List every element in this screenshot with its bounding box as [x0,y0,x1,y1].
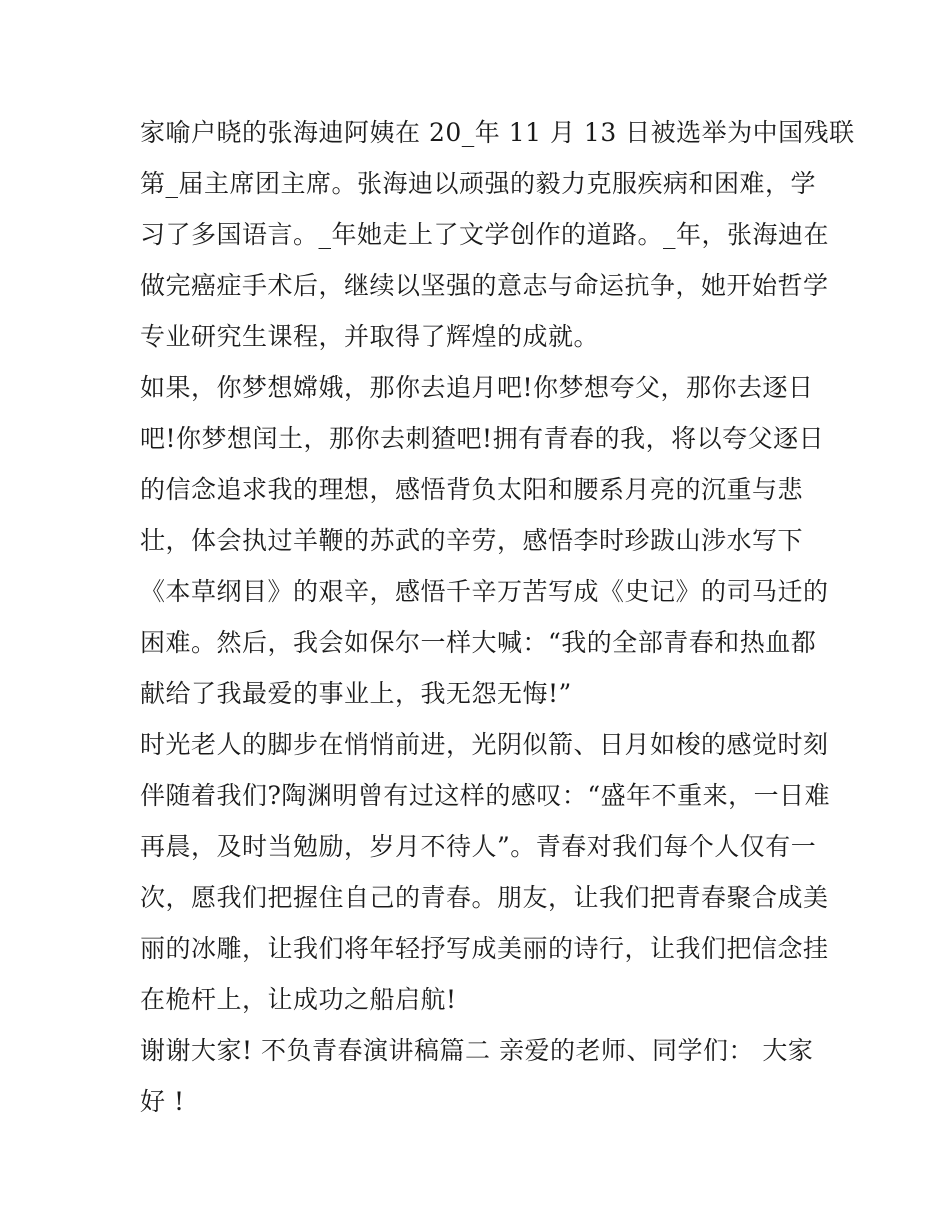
text-line: 献给了我最爱的事业上，我无怨无悔!” [140,679,572,708]
text-line: 专业研究生课程，并取得了辉煌的成就。 [140,322,600,351]
text-line: 丽的冰雕，让我们将年轻抒写成美丽的诗行，让我们把信念挂 [140,934,829,963]
text-line: 再晨，及时当勉励，岁月不待人”。青春对我们每个人仅有一 [140,832,817,861]
text-line: 《本草纲目》的艰辛，感悟千辛万苦写成《史记》的司马迁的 [140,577,829,606]
text-line: 伴随着我们?陶渊明曾有过这样的感叹：“盛年不重来，一日难 [140,781,831,810]
text-line: 时光老人的脚步在悄悄前进，光阴似箭、日月如梭的感觉时刻 [140,730,829,759]
text-line: 吧!你梦想闰土，那你去刺猹吧!拥有青春的我，将以夸父逐日 [140,424,825,453]
text-line: 好 ! [140,1087,185,1116]
text-line: 在桅杆上，让成功之船启航! [140,985,457,1014]
text-line: 家喻户晓的张海迪阿姨在 20_年 11 月 13 日被选举为中国残联 [140,118,855,147]
text-line: 如果，你梦想嫦娥，那你去追月吧!你梦想夸父，那你去逐日 [140,373,814,402]
text-line: 第_届主席团主席。张海迪以顽强的毅力克服疾病和困难，学 [140,169,817,198]
text-line: 困难。然后，我会如保尔一样大喊：“我的全部青春和热血都 [140,628,817,657]
document-body [140,107,855,1127]
text-line: 次，愿我们把握住自己的青春。朋友，让我们把青春聚合成美 [140,883,829,912]
text-line: 谢谢大家! 不负青春演讲稿篇二 亲爱的老师、同学们： 大家 [140,1036,814,1065]
text-line: 壮，体会执过羊鞭的苏武的辛劳，感悟李时珍跋山涉水写下 [140,526,804,555]
text-line: 的信念追求我的理想，感悟背负太阳和腰系月亮的沉重与悲 [140,475,804,504]
text-line: 做完癌症手术后，继续以坚强的意志与命运抗争，她开始哲学 [140,271,829,300]
text-line: 习了多国语言。_年她走上了文学创作的道路。_年，张海迪在 [140,220,830,249]
